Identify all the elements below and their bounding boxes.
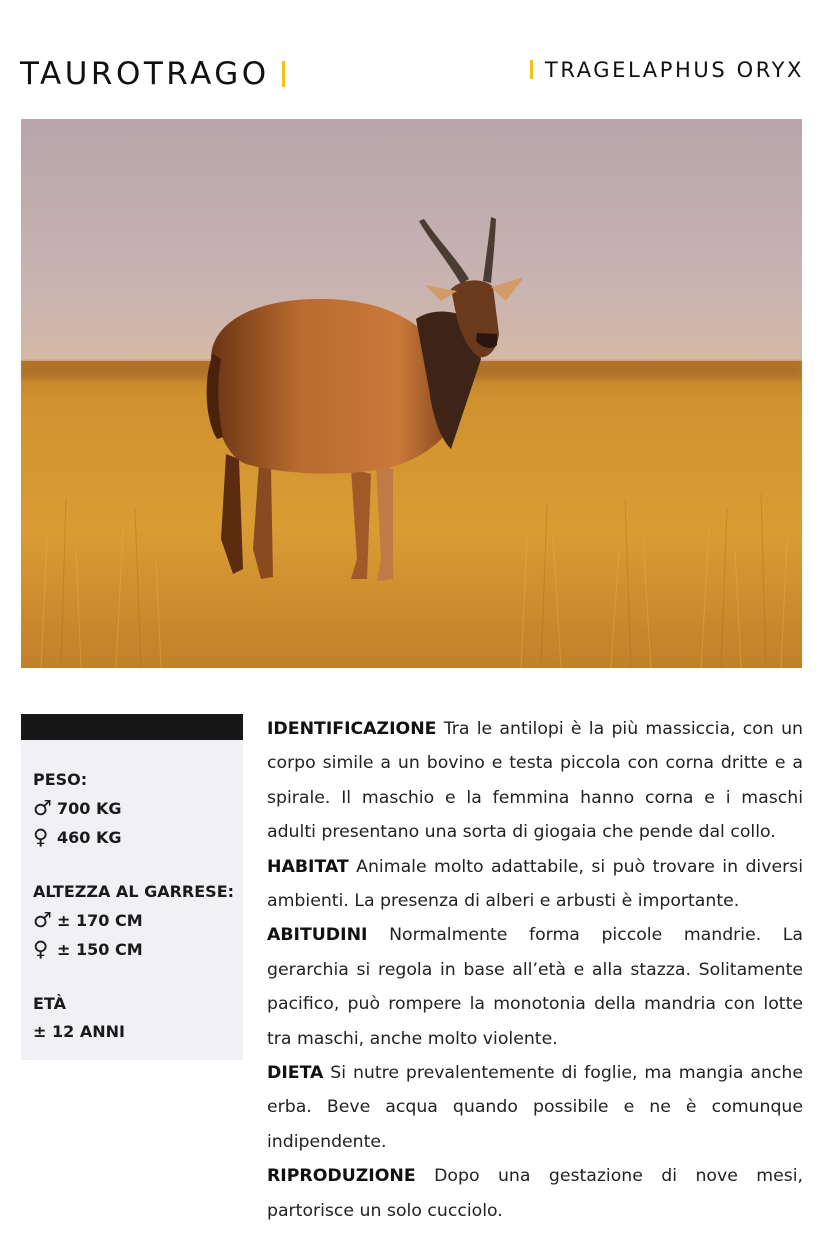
fact-box-header (21, 714, 243, 740)
section-text: Dopo una gestazione di nove mesi, partorisce un solo cucciolo. (267, 1166, 803, 1221)
weight-male (33, 794, 243, 823)
eland-photo (21, 119, 802, 668)
section-term: ABITUDINI (267, 925, 368, 946)
height-female-value: ± 150 CM (57, 940, 143, 959)
page-title (20, 56, 285, 92)
section-habits (267, 918, 803, 1056)
section-term: IDENTIFICAZIONE (267, 719, 437, 739)
section-text: Si nutre prevalentemente di foglie, ma mangia anche erba. Beve acqua quando possibile e ne è comunque indipendente. (267, 1063, 803, 1152)
section-text: Animale molto adattabile, si può trovare in diversi ambienti. La presenza di alberi e arbusti è importante. (267, 856, 803, 912)
title-row (20, 52, 804, 92)
section-term: DIETA (267, 1063, 324, 1084)
male-icon: ♂ (33, 908, 52, 932)
accent-bar (282, 61, 285, 87)
scientific-name: TRAGELAPHUS ORYX (544, 58, 804, 82)
section-term: RIPRODUZIONE (267, 1166, 416, 1187)
section-reproduction (267, 1159, 803, 1228)
weight-male-value: 700 KG (57, 799, 122, 818)
common-name: TAUROTRAGO (20, 56, 270, 92)
female-icon: ♀ (33, 937, 49, 961)
description (267, 712, 803, 1228)
fact-list (21, 740, 243, 1046)
height-label: ALTEZZA AL GARRESE: (33, 882, 235, 901)
weight-label: PESO: (33, 770, 88, 789)
scientific-name-block (530, 58, 804, 82)
section-habitat (267, 850, 803, 919)
section-diet (267, 1056, 803, 1159)
weight-female (33, 823, 243, 852)
height-female (33, 935, 243, 964)
section-text: Normalmente forma piccole mandrie. La gerarchia si regola in base all’età e alla stazza. Solitamente pacifico, può rompere la monotonia della mandria con lotte tra maschi, anche molto violente. (267, 925, 803, 1049)
fact-box (21, 714, 243, 1060)
section-term: HABITAT (267, 856, 349, 877)
section-text: Tra le antilopi è la più massiccia, con un corpo simile a un bovino e testa piccola con corna dritte e a spirale. Il maschio e la femmina hanno corna e i maschi adulti presentano una sorta di giogaia che pende dal collo. (267, 719, 803, 843)
male-icon: ♂ (33, 796, 52, 820)
accent-bar (530, 60, 533, 79)
female-icon: ♀ (33, 825, 49, 849)
weight-female-value: 460 KG (57, 828, 122, 847)
height-male (33, 906, 243, 935)
section-identification (267, 712, 803, 850)
age-value: ± 12 ANNI (33, 1022, 125, 1041)
age-label: ETÀ (33, 994, 66, 1013)
height-male-value: ± 170 CM (57, 911, 143, 930)
